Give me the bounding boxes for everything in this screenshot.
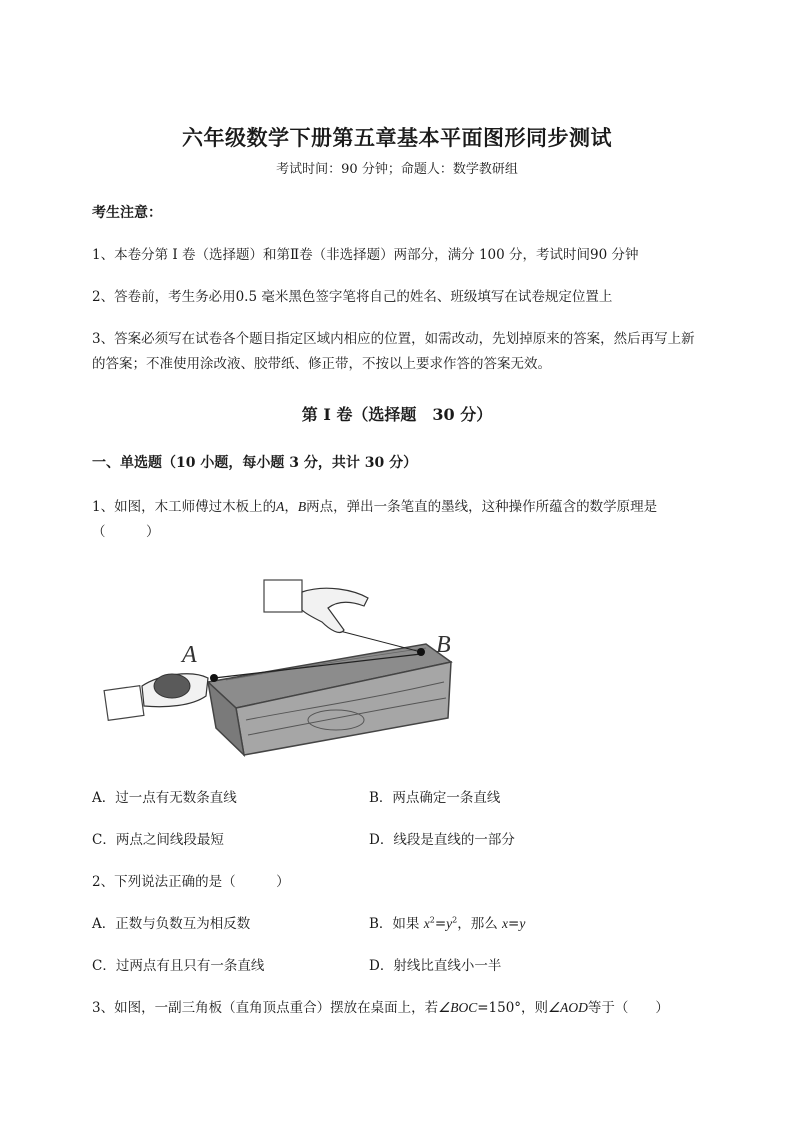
- q1-option-d[interactable]: D．线段是直线的一部分: [369, 832, 515, 848]
- notice-item-1: 1、本卷分第 I 卷（选择题）和第Ⅱ卷（非选择题）两部分，满分 100 分，考试时间90 分钟: [92, 247, 639, 263]
- question-1-stem: 1、如图，木工师傅过木板上的A，B两点，弹出一条笔直的墨线，这种操作所蕴含的数学原理是: [92, 499, 658, 515]
- q2-option-a[interactable]: A．正数与负数互为相反数: [92, 916, 251, 932]
- notice-heading: 考生注意：: [92, 205, 162, 221]
- notice-item-2: 2、答卷前，考生务必用0.5 毫米黑色签字笔将自己的姓名、班级填写在试卷规定位置上: [92, 289, 613, 305]
- exam-info: 考试时间：90 分钟；命题人：数学教研组: [276, 162, 518, 177]
- question-2-stem: 2、下列说法正确的是（ ）: [92, 874, 290, 890]
- q2-option-c[interactable]: C．过两点有且只有一条直线: [92, 958, 265, 974]
- document-title: 六年级数学下册第五章基本平面图形同步测试: [182, 125, 612, 150]
- part-title: 一、单选题（10 小题，每小题 3 分，共计 30 分）: [92, 455, 418, 471]
- q1-option-b[interactable]: B．两点确定一条直线: [369, 790, 501, 806]
- q1-option-a[interactable]: A．过一点有无数条直线: [92, 790, 237, 806]
- section-title: 第 I 卷（选择题 30 分）: [301, 405, 493, 424]
- figure-label-b: B: [436, 632, 451, 658]
- notice-item-3-cont: 的答案；不准使用涂改液、胶带纸、修正带，不按以上要求作答的答案无效。: [92, 356, 551, 372]
- q2-option-d[interactable]: D．射线比直线小一半: [369, 958, 502, 974]
- carpenter-board-figure: [96, 570, 476, 760]
- q2-option-b[interactable]: B．如果 $x^2=y^2$，那么 x=y: [369, 915, 526, 932]
- notice-item-3: 3、答案必须写在试卷各个题目指定区域内相应的位置，如需改动，先划掉原来的答案，然后再写上新: [92, 331, 695, 347]
- q1-option-c[interactable]: C．两点之间线段最短: [92, 832, 224, 848]
- question-3-stem: 3、如图，一副三角板（直角顶点重合）摆放在桌面上，若∠BOC=150°，则∠AOD等于（ ）: [92, 1000, 669, 1016]
- question-1-blank: （ ）: [92, 524, 160, 540]
- figure-label-a: A: [182, 642, 197, 668]
